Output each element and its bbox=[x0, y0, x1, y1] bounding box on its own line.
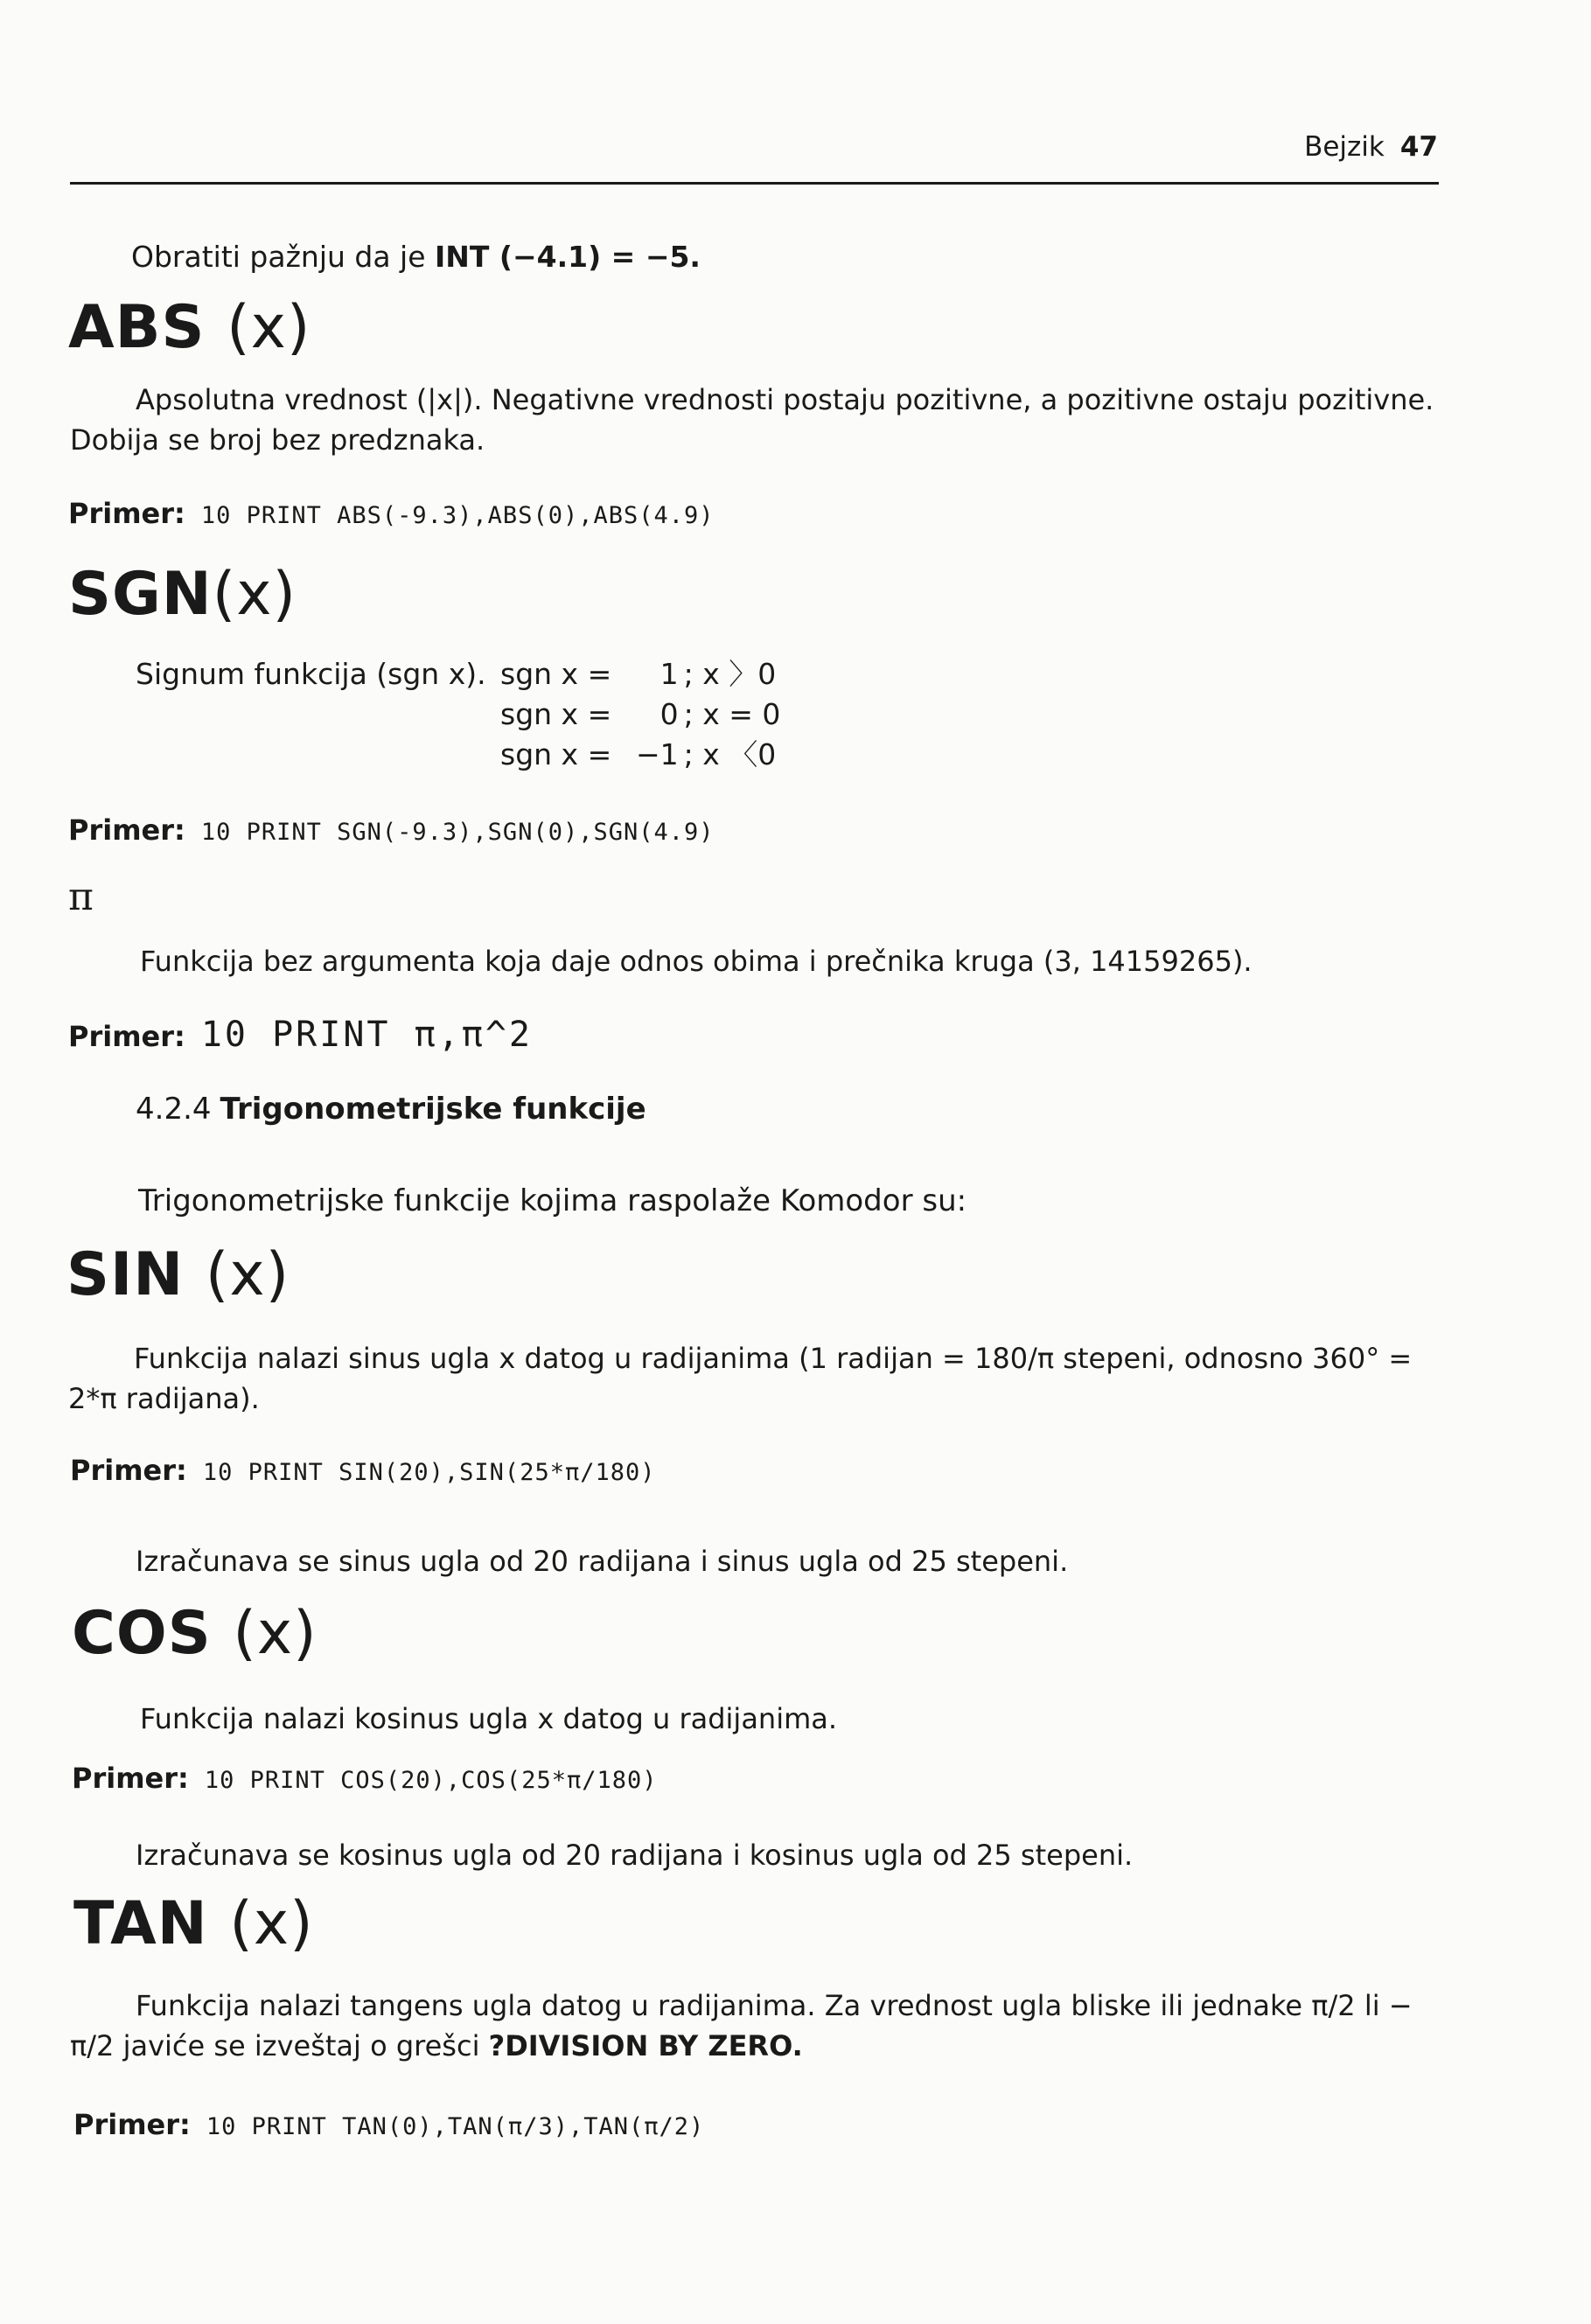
sin-heading bbox=[66, 1240, 290, 1309]
pi-primer-code: 10 PRINT π,π^2 bbox=[200, 1015, 533, 1055]
sgn-primer bbox=[68, 813, 715, 847]
sin-heading-arg: (x) bbox=[205, 1240, 290, 1309]
sgn-row bbox=[136, 654, 780, 694]
tan-heading-name: TAN bbox=[73, 1889, 208, 1958]
sgn-heading bbox=[68, 560, 297, 629]
sgn-row-lhs: sgn x = bbox=[500, 697, 612, 731]
sgn-row-value: 1 bbox=[659, 657, 679, 691]
sin-description: Funkcija nalazi sinus ugla x datog u radijanima (1 radijan = 180/π stepeni, odnosno 360° = 2*π radijana). bbox=[68, 1342, 1413, 1415]
tan-primer-code: 10 PRINT TAN(0),TAN(π/3),TAN(π/2) bbox=[206, 2113, 705, 2140]
pi-heading: π bbox=[68, 875, 94, 919]
sgn-primer-code: 10 PRINT SGN(-9.3),SGN(0),SGN(4.9) bbox=[200, 819, 715, 846]
cos-explanation: Izračunava se kosinus ugla od 20 radijana i kosinus ugla od 25 stepeni. bbox=[136, 1839, 1134, 1872]
running-header bbox=[1304, 131, 1438, 163]
sin-primer-label: Primer: bbox=[70, 1454, 187, 1487]
abs-description: Apsolutna vrednost (|x|). Negativne vrednosti postaju pozitivne, a pozitivne ostaju pozitivne. Dobija se broj bez predznaka. bbox=[70, 383, 1434, 457]
cos-heading bbox=[72, 1599, 318, 1668]
tan-heading-arg: (x) bbox=[229, 1889, 314, 1958]
abs-primer-label: Primer: bbox=[68, 497, 185, 530]
sgn-row-condition: ; x 〈0 bbox=[683, 737, 777, 771]
cos-primer-label: Primer: bbox=[72, 1762, 189, 1795]
subsection-number: 4.2.4 bbox=[136, 1092, 212, 1127]
sgn-desc-lead: Signum funkcija (sgn x). bbox=[136, 657, 486, 691]
sin-explanation: Izračunava se sinus ugla od 20 radijana i sinus ugla od 25 stepeni. bbox=[136, 1545, 1069, 1578]
tan-error-message: ?DIVISION BY ZERO. bbox=[488, 2029, 803, 2062]
tan-primer-label: Primer: bbox=[73, 2108, 191, 2141]
cos-primer-code: 10 PRINT COS(20),COS(25*π/180) bbox=[204, 1767, 658, 1794]
sgn-heading-arg: (x) bbox=[212, 560, 297, 629]
intro-note-text: Obratiti pažnju da je bbox=[131, 240, 436, 274]
sgn-row-lhs: sgn x = bbox=[500, 657, 612, 691]
tan-description bbox=[70, 1986, 1443, 2066]
abs-heading-arg: (x) bbox=[227, 293, 311, 362]
sgn-row bbox=[136, 735, 780, 775]
sgn-row-condition: ; x 〉0 bbox=[683, 657, 777, 691]
sgn-row-value: 0 bbox=[659, 697, 679, 731]
sgn-row bbox=[136, 694, 780, 735]
intro-note-bold: INT (−4.1) = −5. bbox=[435, 240, 701, 274]
tan-heading bbox=[73, 1889, 314, 1958]
sin-primer bbox=[70, 1454, 656, 1487]
sgn-row-lhs: sgn x = bbox=[500, 737, 612, 771]
pi-primer bbox=[68, 1015, 533, 1055]
cos-heading-name: COS bbox=[72, 1599, 212, 1668]
page-number: 47 bbox=[1399, 131, 1438, 163]
sgn-row-condition: ; x = 0 bbox=[683, 697, 781, 731]
sgn-definition-table bbox=[136, 654, 780, 775]
tan-description-text: Funkcija nalazi tangens ugla datog u radijanima. Za vrednost ugla bliske ili jednake π/2 li − π/2 javiće se izveštaj o grešci bbox=[70, 1989, 1413, 2062]
abs-heading-name: ABS bbox=[68, 293, 206, 362]
cos-primer bbox=[72, 1762, 658, 1795]
abs-primer-code: 10 PRINT ABS(-9.3),ABS(0),ABS(4.9) bbox=[200, 502, 715, 529]
pi-description: Funkcija bez argumenta koja daje odnos obima i prečnika kruga (3, 14159265). bbox=[140, 945, 1253, 978]
sgn-row-value: −1 bbox=[636, 737, 679, 771]
cos-description: Funkcija nalazi kosinus ugla x datog u radijanima. bbox=[140, 1702, 838, 1735]
abs-heading bbox=[68, 293, 311, 362]
pi-primer-label: Primer: bbox=[68, 1020, 185, 1053]
header-rule bbox=[70, 182, 1439, 185]
subsection-heading bbox=[136, 1092, 646, 1127]
subsection-title: Trigonometrijske funkcije bbox=[220, 1092, 646, 1127]
sin-heading-name: SIN bbox=[66, 1240, 185, 1309]
sin-primer-code: 10 PRINT SIN(20),SIN(25*π/180) bbox=[202, 1459, 656, 1486]
header-section: Bejzik bbox=[1304, 131, 1385, 163]
sgn-heading-name: SGN bbox=[68, 560, 213, 629]
sgn-primer-label: Primer: bbox=[68, 813, 185, 847]
trig-intro: Trigonometrijske funkcije kojima raspolaže Komodor su: bbox=[138, 1183, 967, 1218]
abs-primer bbox=[68, 497, 715, 530]
cos-heading-arg: (x) bbox=[233, 1599, 318, 1668]
tan-primer bbox=[73, 2108, 704, 2141]
intro-note bbox=[131, 240, 701, 274]
